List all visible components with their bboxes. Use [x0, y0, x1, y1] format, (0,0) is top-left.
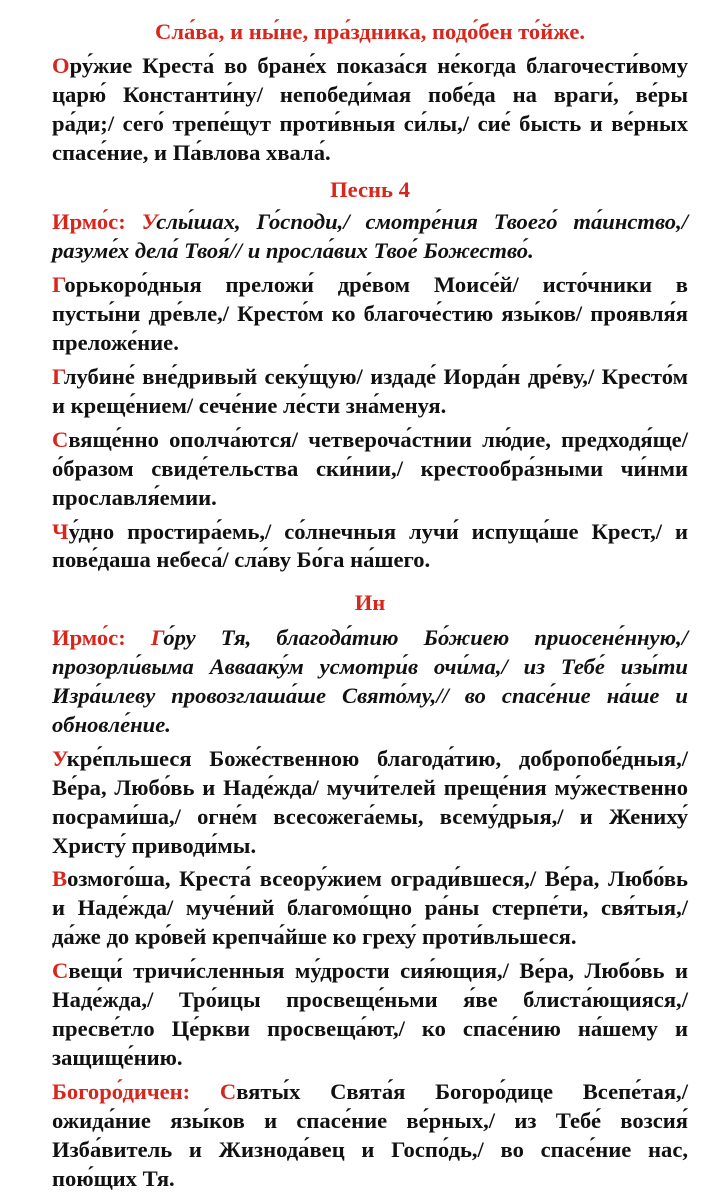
troparion-paragraph [52, 865, 688, 952]
liturgical-text-page [52, 18, 688, 1193]
irmos-label: Ирмо́с: [52, 625, 126, 651]
troparion-text: лубине́ вне́дривый секу́щую/ издаде́ Иорда́н дре́ву,/ Кресто́м и креще́нием/ сече́ние ле́сти зна́менуя. [52, 363, 688, 418]
irmos-paragraph [52, 624, 688, 740]
troparion-paragraph [52, 363, 688, 421]
initial-letter: Ч [52, 518, 69, 544]
theotokion-text: вяты́х Свята́я Богоро́дице Всепе́тая,/ ожида́ние язы́ков и спасе́ние ве́рных,/ из Тебе́ возсия́ Изба́витель и Жизнода́вец и Госпо́дь,/ во спасе́ние нас, пою́щих Тя. [52, 1078, 688, 1191]
initial-letter: С [52, 958, 69, 984]
initial-letter: Г [52, 272, 65, 298]
irmos-text: слы́шах, Го́споди,/ смотре́ния Твоего́ та́инство,/ разуме́х дела́ Твоя́// и просла́вих Твое́ Божество́. [52, 209, 688, 264]
initial-letter: Г [52, 363, 64, 389]
sticheron-paragraph [52, 52, 688, 168]
troparion-text: вяще́нно ополча́ются/ четвероча́стнии лю́дие, предходя́ще/ о́бразом свиде́тельства ски́нии,/ крестообра́зными чи́нми прославля́емии. [52, 426, 688, 510]
theotokion-label: Богоро́дичен: [52, 1078, 191, 1104]
initial-letter: О [52, 52, 70, 78]
initial-letter: С [52, 426, 69, 452]
troparion-paragraph [52, 271, 688, 358]
in-heading: Ин [354, 590, 386, 616]
troparion-text: кре́пльшеся Боже́ственною благода́тию, добропобе́дныя,/ Ве́ра, Любо́вь и Наде́жда/ мучи́телей преще́ния му́жественно посрами́ша,/ огне́м всесожега́емы, всему́дрыя,/ и Жениху́ Христу́ приводи́мы. [52, 745, 688, 858]
troparion-paragraph [52, 745, 688, 861]
irmos-label: Ирмо́с: [52, 209, 126, 235]
sticheron-text: ру́жие Креста́ во бране́х показа́ся не́когда благочести́вому царю́ Константи́ну/ непобеди́мая побе́да на враги́, ве́ры ра́ди;/ сего́ трепе́щут проти́вныя си́лы,/ сие́ бысть и ве́рных спасе́ние, и Па́влова хвала́. [52, 52, 688, 165]
initial-letter: У [141, 209, 157, 235]
initial-letter: С [219, 1078, 237, 1104]
irmos-paragraph [52, 208, 688, 266]
troparion-paragraph [52, 957, 688, 1073]
troparion-text: у́дно простира́емь,/ со́лнечныя лучи́ испуща́ше Крест,/ и пове́даша небеса́/ сла́ву Бо́га на́шего. [52, 518, 688, 573]
theotokion-paragraph [52, 1078, 688, 1193]
initial-letter: В [52, 866, 68, 892]
troparion-text: орькоро́дныя преложи́ дре́вом Моисе́й/ исто́чники в пусты́ни дре́вле,/ Кресто́м ко благоче́стию язы́ков/ проявля́я преложе́ние. [52, 272, 688, 356]
troparion-text: озмого́ша, Креста́ всеору́жием огради́вшеся,/ Ве́ра, Любо́вь и Наде́жда/ муче́ний благомо́щно ра́ны стерпе́ти, свя́тыя,/ да́же до кро́вей крепча́йше ко греху́ проти́вльшеся. [52, 866, 688, 950]
initial-letter: Г [150, 625, 164, 651]
troparion-paragraph [52, 518, 688, 576]
ode4-heading: Песнь 4 [330, 176, 410, 202]
initial-letter: У [52, 745, 67, 771]
slava-heading: Сла́ва, и ны́не, пра́здника, подо́бен то́йже. [155, 19, 585, 44]
irmos-text: о́ру Тя, благода́тию Бо́жиею приосене́нную,/ прозорли́выма Аввааку́м усмотри́в очи́ма,/ из Тебе́ изы́ти Изра́илеву провозглаша́ше Свято́му,// во спасе́ние на́ше и обновле́ние. [52, 625, 688, 737]
troparion-paragraph [52, 426, 688, 513]
troparion-text: вещи́ тричи́сленныя му́дрости сия́ющия,/ Ве́ра, Любо́вь и Наде́жда,/ Тро́ицы просвеще́ньми я́ве блиста́ющияся,/ пресве́тло Це́ркви просвеща́ют,/ ко спасе́нию на́шему и защище́нию. [52, 958, 688, 1070]
